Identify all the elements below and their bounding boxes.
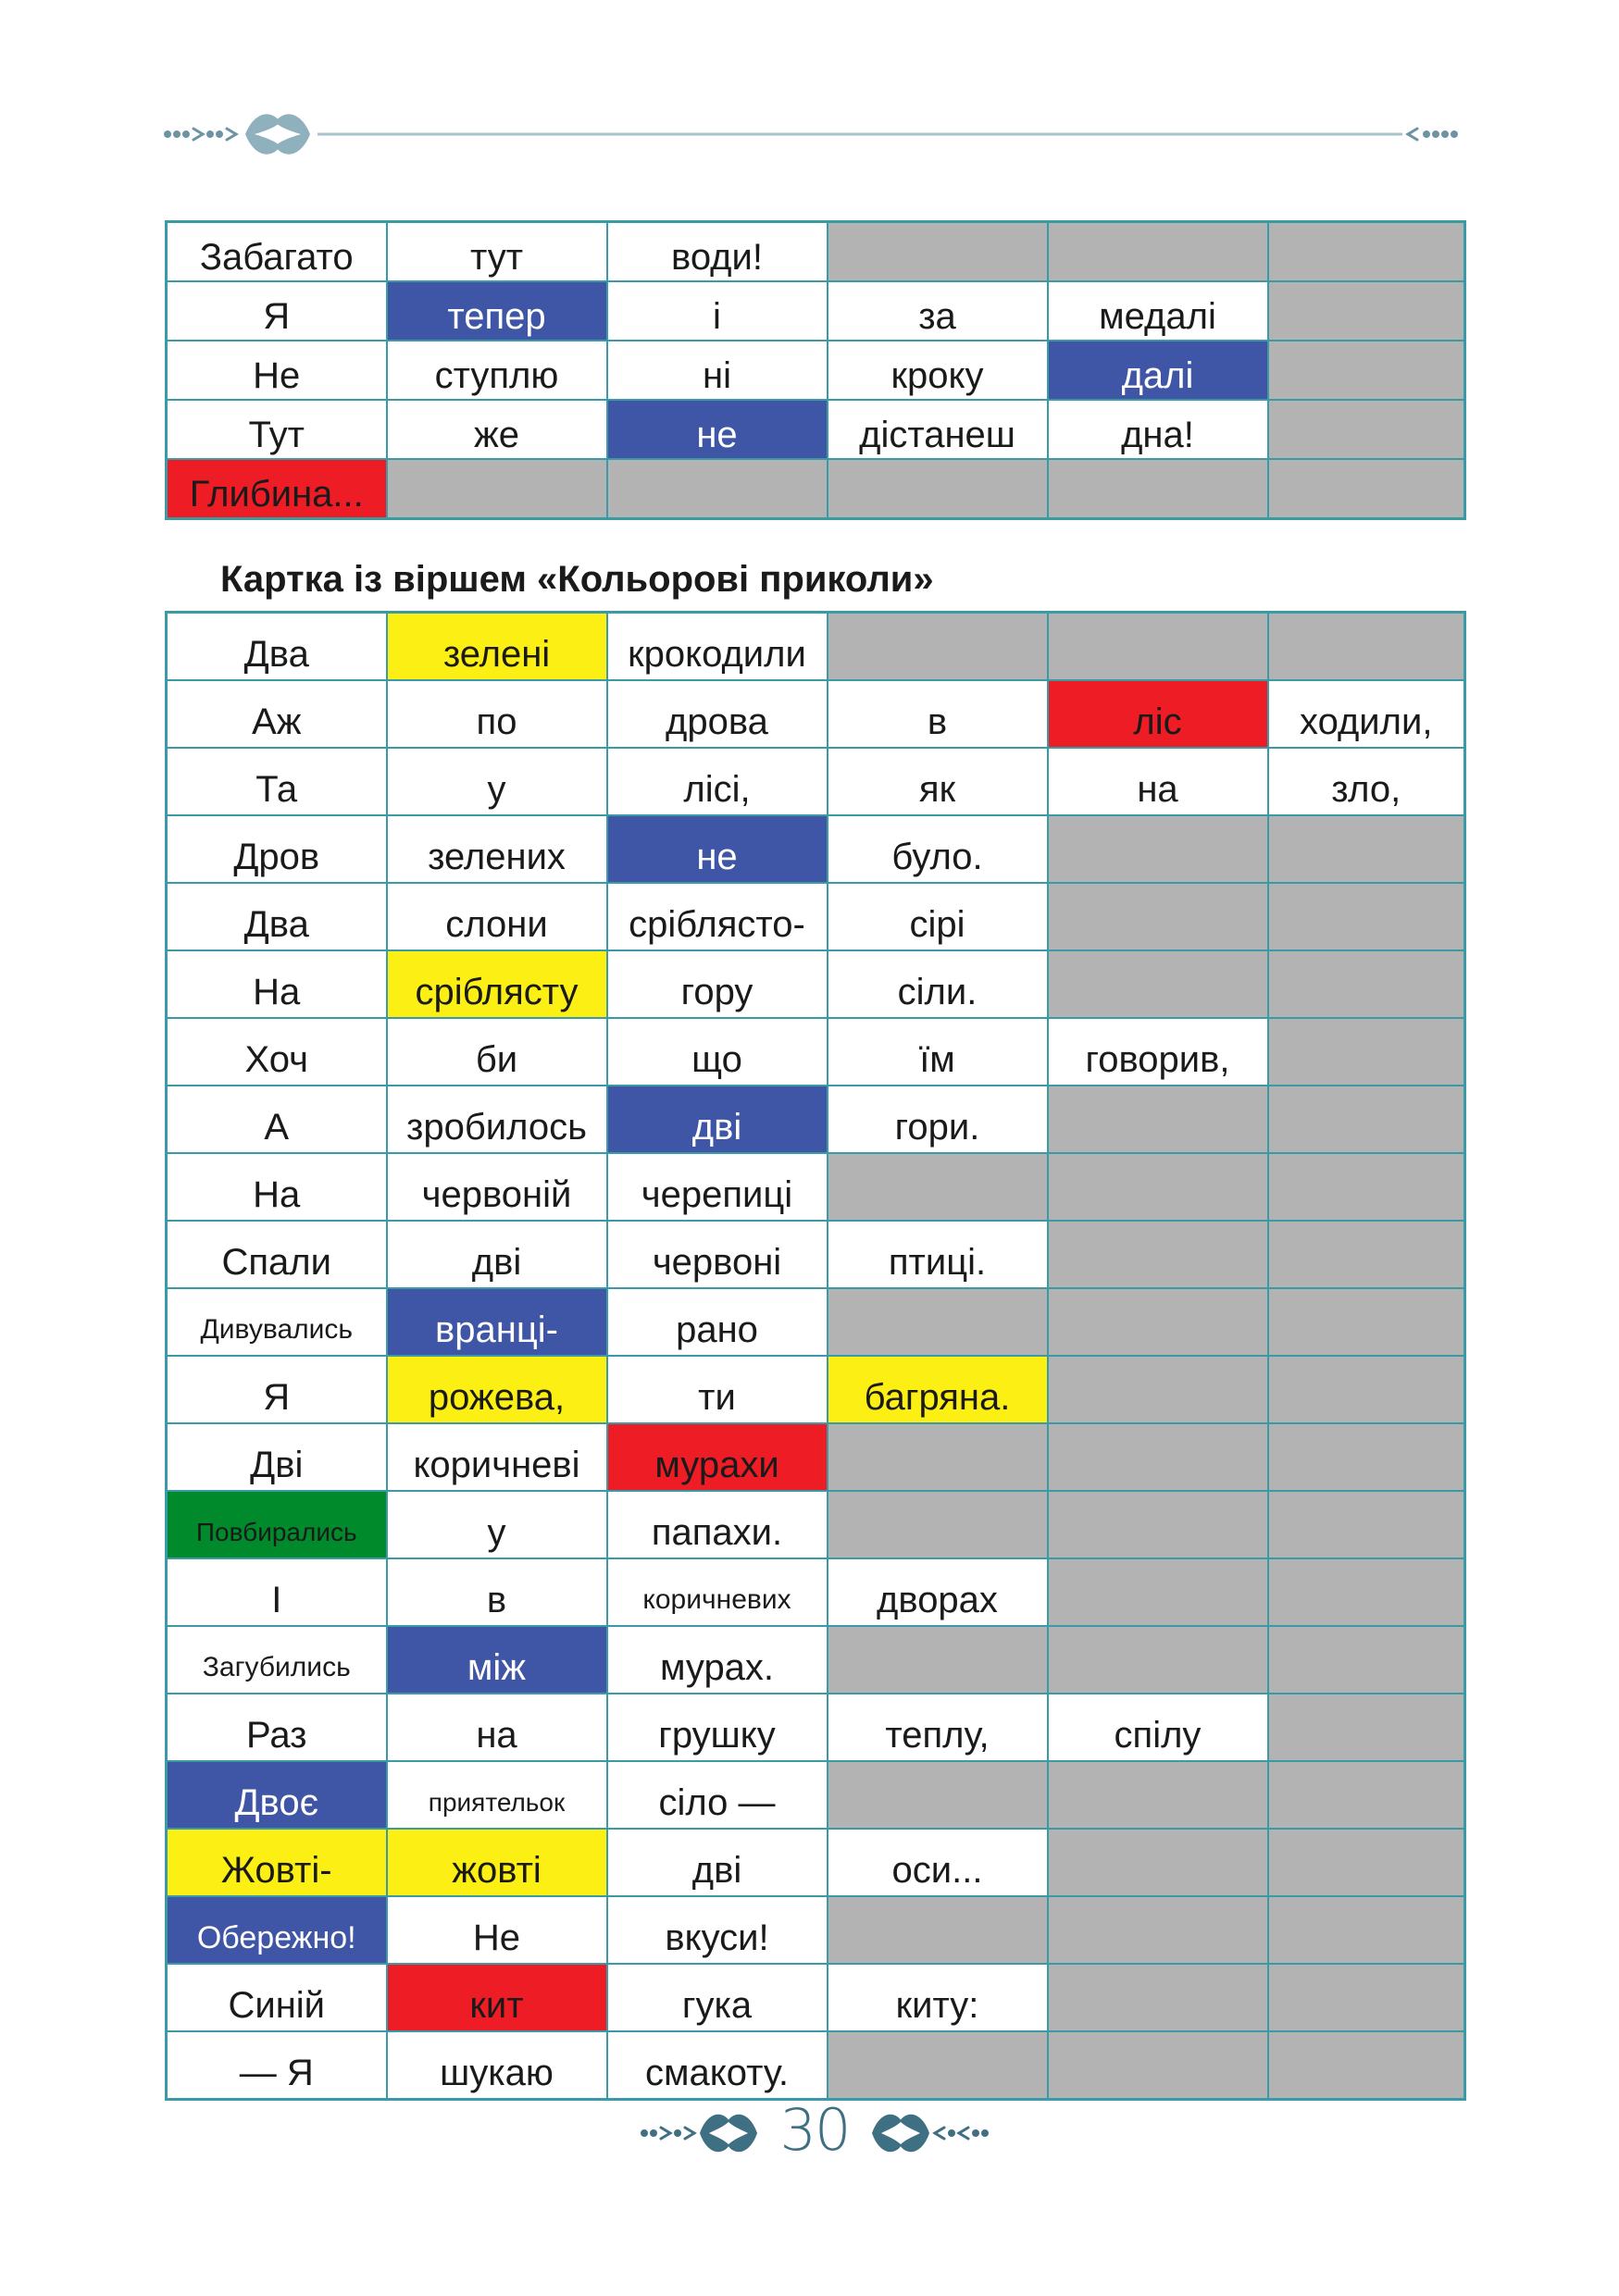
table-cell: лісі,	[607, 748, 828, 815]
empty-cell	[1048, 1356, 1268, 1423]
empty-cell	[828, 1153, 1048, 1221]
table-cell: Не	[387, 1896, 607, 1964]
empty-cell	[1048, 1221, 1268, 1288]
empty-cell	[607, 459, 828, 519]
table-cell: води!	[607, 222, 828, 282]
table-cell: дна!	[1048, 400, 1268, 459]
table-cell: коричневих	[607, 1558, 828, 1626]
empty-cell	[1268, 1491, 1465, 1558]
empty-cell	[828, 222, 1048, 282]
table-cell: жовті	[387, 1829, 607, 1896]
table-cell: Жовті-	[167, 1829, 387, 1896]
table-cell: ходили,	[1268, 680, 1465, 748]
table-row	[167, 883, 1465, 950]
table-cell: Спали	[167, 1221, 387, 1288]
empty-cell	[828, 613, 1048, 681]
empty-cell	[1268, 1829, 1465, 1896]
empty-cell	[828, 1896, 1048, 1964]
table-poem-card-body	[167, 613, 1465, 2100]
table-cell: Не	[167, 341, 387, 400]
table-cell: — Я	[167, 2031, 387, 2100]
table-cell: між	[387, 1626, 607, 1694]
empty-cell	[1048, 1558, 1268, 1626]
empty-cell	[1268, 950, 1465, 1018]
table-cell: Аж	[167, 680, 387, 748]
table-cell: у	[387, 1491, 607, 1558]
table-cell: на	[1048, 748, 1268, 815]
table-cell: зробилось	[387, 1086, 607, 1153]
table-cell: було.	[828, 815, 1048, 883]
table-cell: сіло —	[607, 1761, 828, 1829]
empty-cell	[1268, 281, 1465, 341]
empty-cell	[1268, 1086, 1465, 1153]
empty-cell	[1048, 1896, 1268, 1964]
table-cell: дві	[607, 1829, 828, 1896]
table-row	[167, 1423, 1465, 1491]
table-cell: сріблясту	[387, 950, 607, 1018]
table-cell: Раз	[167, 1694, 387, 1761]
table-cell: на	[387, 1694, 607, 1761]
table-cell: кроку	[828, 341, 1048, 400]
table-poem-card	[165, 611, 1466, 2101]
table-cell: ліс	[1048, 680, 1268, 748]
table-cell: А	[167, 1086, 387, 1153]
table-cell: сіли.	[828, 950, 1048, 1018]
table-cell: папахи.	[607, 1491, 828, 1558]
table-row	[167, 1221, 1465, 1288]
empty-cell	[1268, 1626, 1465, 1694]
table-row	[167, 281, 1465, 341]
empty-cell	[828, 1288, 1048, 1356]
table-cell: ступлю	[387, 341, 607, 400]
table-cell: медалі	[1048, 281, 1268, 341]
table-row	[167, 1761, 1465, 1829]
table-top	[165, 220, 1466, 520]
table-cell: червоній	[387, 1153, 607, 1221]
empty-cell	[1048, 1761, 1268, 1829]
empty-cell	[1268, 1288, 1465, 1356]
empty-cell	[1268, 1694, 1465, 1761]
table-cell: На	[167, 1153, 387, 1221]
empty-cell	[1048, 459, 1268, 519]
table-row	[167, 613, 1465, 681]
empty-cell	[1048, 815, 1268, 883]
table-row	[167, 1086, 1465, 1153]
table-cell: у	[387, 748, 607, 815]
table-cell: вранці-	[387, 1288, 607, 1356]
table-cell: теплу,	[828, 1694, 1048, 1761]
table-cell: черепиці	[607, 1153, 828, 1221]
table-cell: червоні	[607, 1221, 828, 1288]
table-row	[167, 1896, 1465, 1964]
empty-cell	[1268, 459, 1465, 519]
empty-cell	[1048, 1086, 1268, 1153]
table-cell: Глибина...	[167, 459, 387, 519]
table-row	[167, 1491, 1465, 1558]
table-cell: би	[387, 1018, 607, 1086]
table-cell: птиці.	[828, 1221, 1048, 1288]
table-row	[167, 1153, 1465, 1221]
table-cell: тепер	[387, 281, 607, 341]
empty-cell	[1268, 1221, 1465, 1288]
table-cell: Синій	[167, 1964, 387, 2031]
table-cell: кит	[387, 1964, 607, 2031]
table-cell: слони	[387, 883, 607, 950]
table-cell: далі	[1048, 341, 1268, 400]
table-cell: сріблясто-	[607, 883, 828, 950]
table-cell: Повбирались	[167, 1491, 387, 1558]
table-cell: Дивувались	[167, 1288, 387, 1356]
table-cell: Я	[167, 1356, 387, 1423]
empty-cell	[1268, 1356, 1465, 1423]
table-cell: як	[828, 748, 1048, 815]
table-cell: зелених	[387, 815, 607, 883]
empty-cell	[1048, 1491, 1268, 1558]
table-cell: На	[167, 950, 387, 1018]
empty-cell	[1048, 1964, 1268, 2031]
table-cell: гука	[607, 1964, 828, 2031]
table-cell: І	[167, 1558, 387, 1626]
table-row	[167, 1356, 1465, 1423]
empty-cell	[1268, 1964, 1465, 2031]
empty-cell	[1268, 1153, 1465, 1221]
empty-cell	[1048, 2031, 1268, 2100]
table-cell: багряна.	[828, 1356, 1048, 1423]
empty-cell	[828, 1626, 1048, 1694]
table-cell: рано	[607, 1288, 828, 1356]
empty-cell	[1268, 1558, 1465, 1626]
table-cell: оси...	[828, 1829, 1048, 1896]
table-cell: ти	[607, 1356, 828, 1423]
table-cell: говорив,	[1048, 1018, 1268, 1086]
table-cell: не	[607, 815, 828, 883]
empty-cell	[1268, 2031, 1465, 2100]
table-cell: по	[387, 680, 607, 748]
table-cell: що	[607, 1018, 828, 1086]
card-heading: Картка із віршем «Кольорові приколи»	[220, 559, 934, 600]
table-top-body	[167, 222, 1465, 519]
table-cell: смакоту.	[607, 2031, 828, 2100]
table-row	[167, 1288, 1465, 1356]
table-cell: крокодили	[607, 613, 828, 681]
table-row	[167, 1558, 1465, 1626]
table-row	[167, 950, 1465, 1018]
table-cell: і	[607, 281, 828, 341]
top-ornament	[162, 102, 1467, 167]
empty-cell	[1048, 1626, 1268, 1694]
table-row	[167, 815, 1465, 883]
empty-cell	[1048, 613, 1268, 681]
empty-cell	[1268, 400, 1465, 459]
table-cell: Два	[167, 613, 387, 681]
table-cell: Забагато	[167, 222, 387, 282]
table-row	[167, 222, 1465, 282]
table-cell: Дві	[167, 1423, 387, 1491]
table-row	[167, 680, 1465, 748]
empty-cell	[1268, 222, 1465, 282]
table-cell: рожева,	[387, 1356, 607, 1423]
empty-cell	[1048, 1423, 1268, 1491]
table-cell: спілу	[1048, 1694, 1268, 1761]
table-row	[167, 341, 1465, 400]
empty-cell	[1268, 1423, 1465, 1491]
empty-cell	[1048, 950, 1268, 1018]
empty-cell	[1268, 1896, 1465, 1964]
table-cell: дві	[607, 1086, 828, 1153]
table-row	[167, 1018, 1465, 1086]
table-cell: вкуси!	[607, 1896, 828, 1964]
table-cell: Два	[167, 883, 387, 950]
table-cell: в	[828, 680, 1048, 748]
table-cell: киту:	[828, 1964, 1048, 2031]
table-cell: Обережно!	[167, 1896, 387, 1964]
table-row	[167, 400, 1465, 459]
empty-cell	[1268, 883, 1465, 950]
table-cell: Дров	[167, 815, 387, 883]
table-cell: ні	[607, 341, 828, 400]
table-cell: Хоч	[167, 1018, 387, 1086]
empty-cell	[387, 459, 607, 519]
table-cell: мурах.	[607, 1626, 828, 1694]
empty-cell	[1048, 222, 1268, 282]
table-cell: дворах	[828, 1558, 1048, 1626]
empty-cell	[1048, 1288, 1268, 1356]
table-cell: не	[607, 400, 828, 459]
table-cell: їм	[828, 1018, 1048, 1086]
table-cell: же	[387, 400, 607, 459]
empty-cell	[1048, 1829, 1268, 1896]
table-cell: дрова	[607, 680, 828, 748]
empty-cell	[1268, 341, 1465, 400]
table-cell: приятельок	[387, 1761, 607, 1829]
table-cell: Я	[167, 281, 387, 341]
empty-cell	[1268, 1018, 1465, 1086]
empty-cell	[828, 1761, 1048, 1829]
table-cell: за	[828, 281, 1048, 341]
table-cell: Тут	[167, 400, 387, 459]
empty-cell	[828, 2031, 1048, 2100]
table-row	[167, 459, 1465, 519]
empty-cell	[1048, 1153, 1268, 1221]
table-cell: Та	[167, 748, 387, 815]
table-cell: в	[387, 1558, 607, 1626]
empty-cell	[1268, 613, 1465, 681]
table-cell: Двоє	[167, 1761, 387, 1829]
empty-cell	[828, 1423, 1048, 1491]
table-row	[167, 1694, 1465, 1761]
table-row	[167, 1964, 1465, 2031]
table-cell: коричневі	[387, 1423, 607, 1491]
table-row	[167, 1626, 1465, 1694]
table-cell: шукаю	[387, 2031, 607, 2100]
table-cell: зелені	[387, 613, 607, 681]
table-cell: сірі	[828, 883, 1048, 950]
table-row	[167, 1829, 1465, 1896]
page-number: 30	[779, 2096, 850, 2164]
table-cell: дві	[387, 1221, 607, 1288]
empty-cell	[828, 1491, 1048, 1558]
empty-cell	[1268, 1761, 1465, 1829]
table-row	[167, 2031, 1465, 2100]
table-cell: зло,	[1268, 748, 1465, 815]
empty-cell	[1268, 815, 1465, 883]
table-cell: дістанеш	[828, 400, 1048, 459]
table-cell: Загубились	[167, 1626, 387, 1694]
table-cell: гори.	[828, 1086, 1048, 1153]
empty-cell	[1048, 883, 1268, 950]
empty-cell	[828, 459, 1048, 519]
table-cell: тут	[387, 222, 607, 282]
table-cell: грушку	[607, 1694, 828, 1761]
table-cell: мурахи	[607, 1423, 828, 1491]
table-row	[167, 748, 1465, 815]
table-cell: гору	[607, 950, 828, 1018]
